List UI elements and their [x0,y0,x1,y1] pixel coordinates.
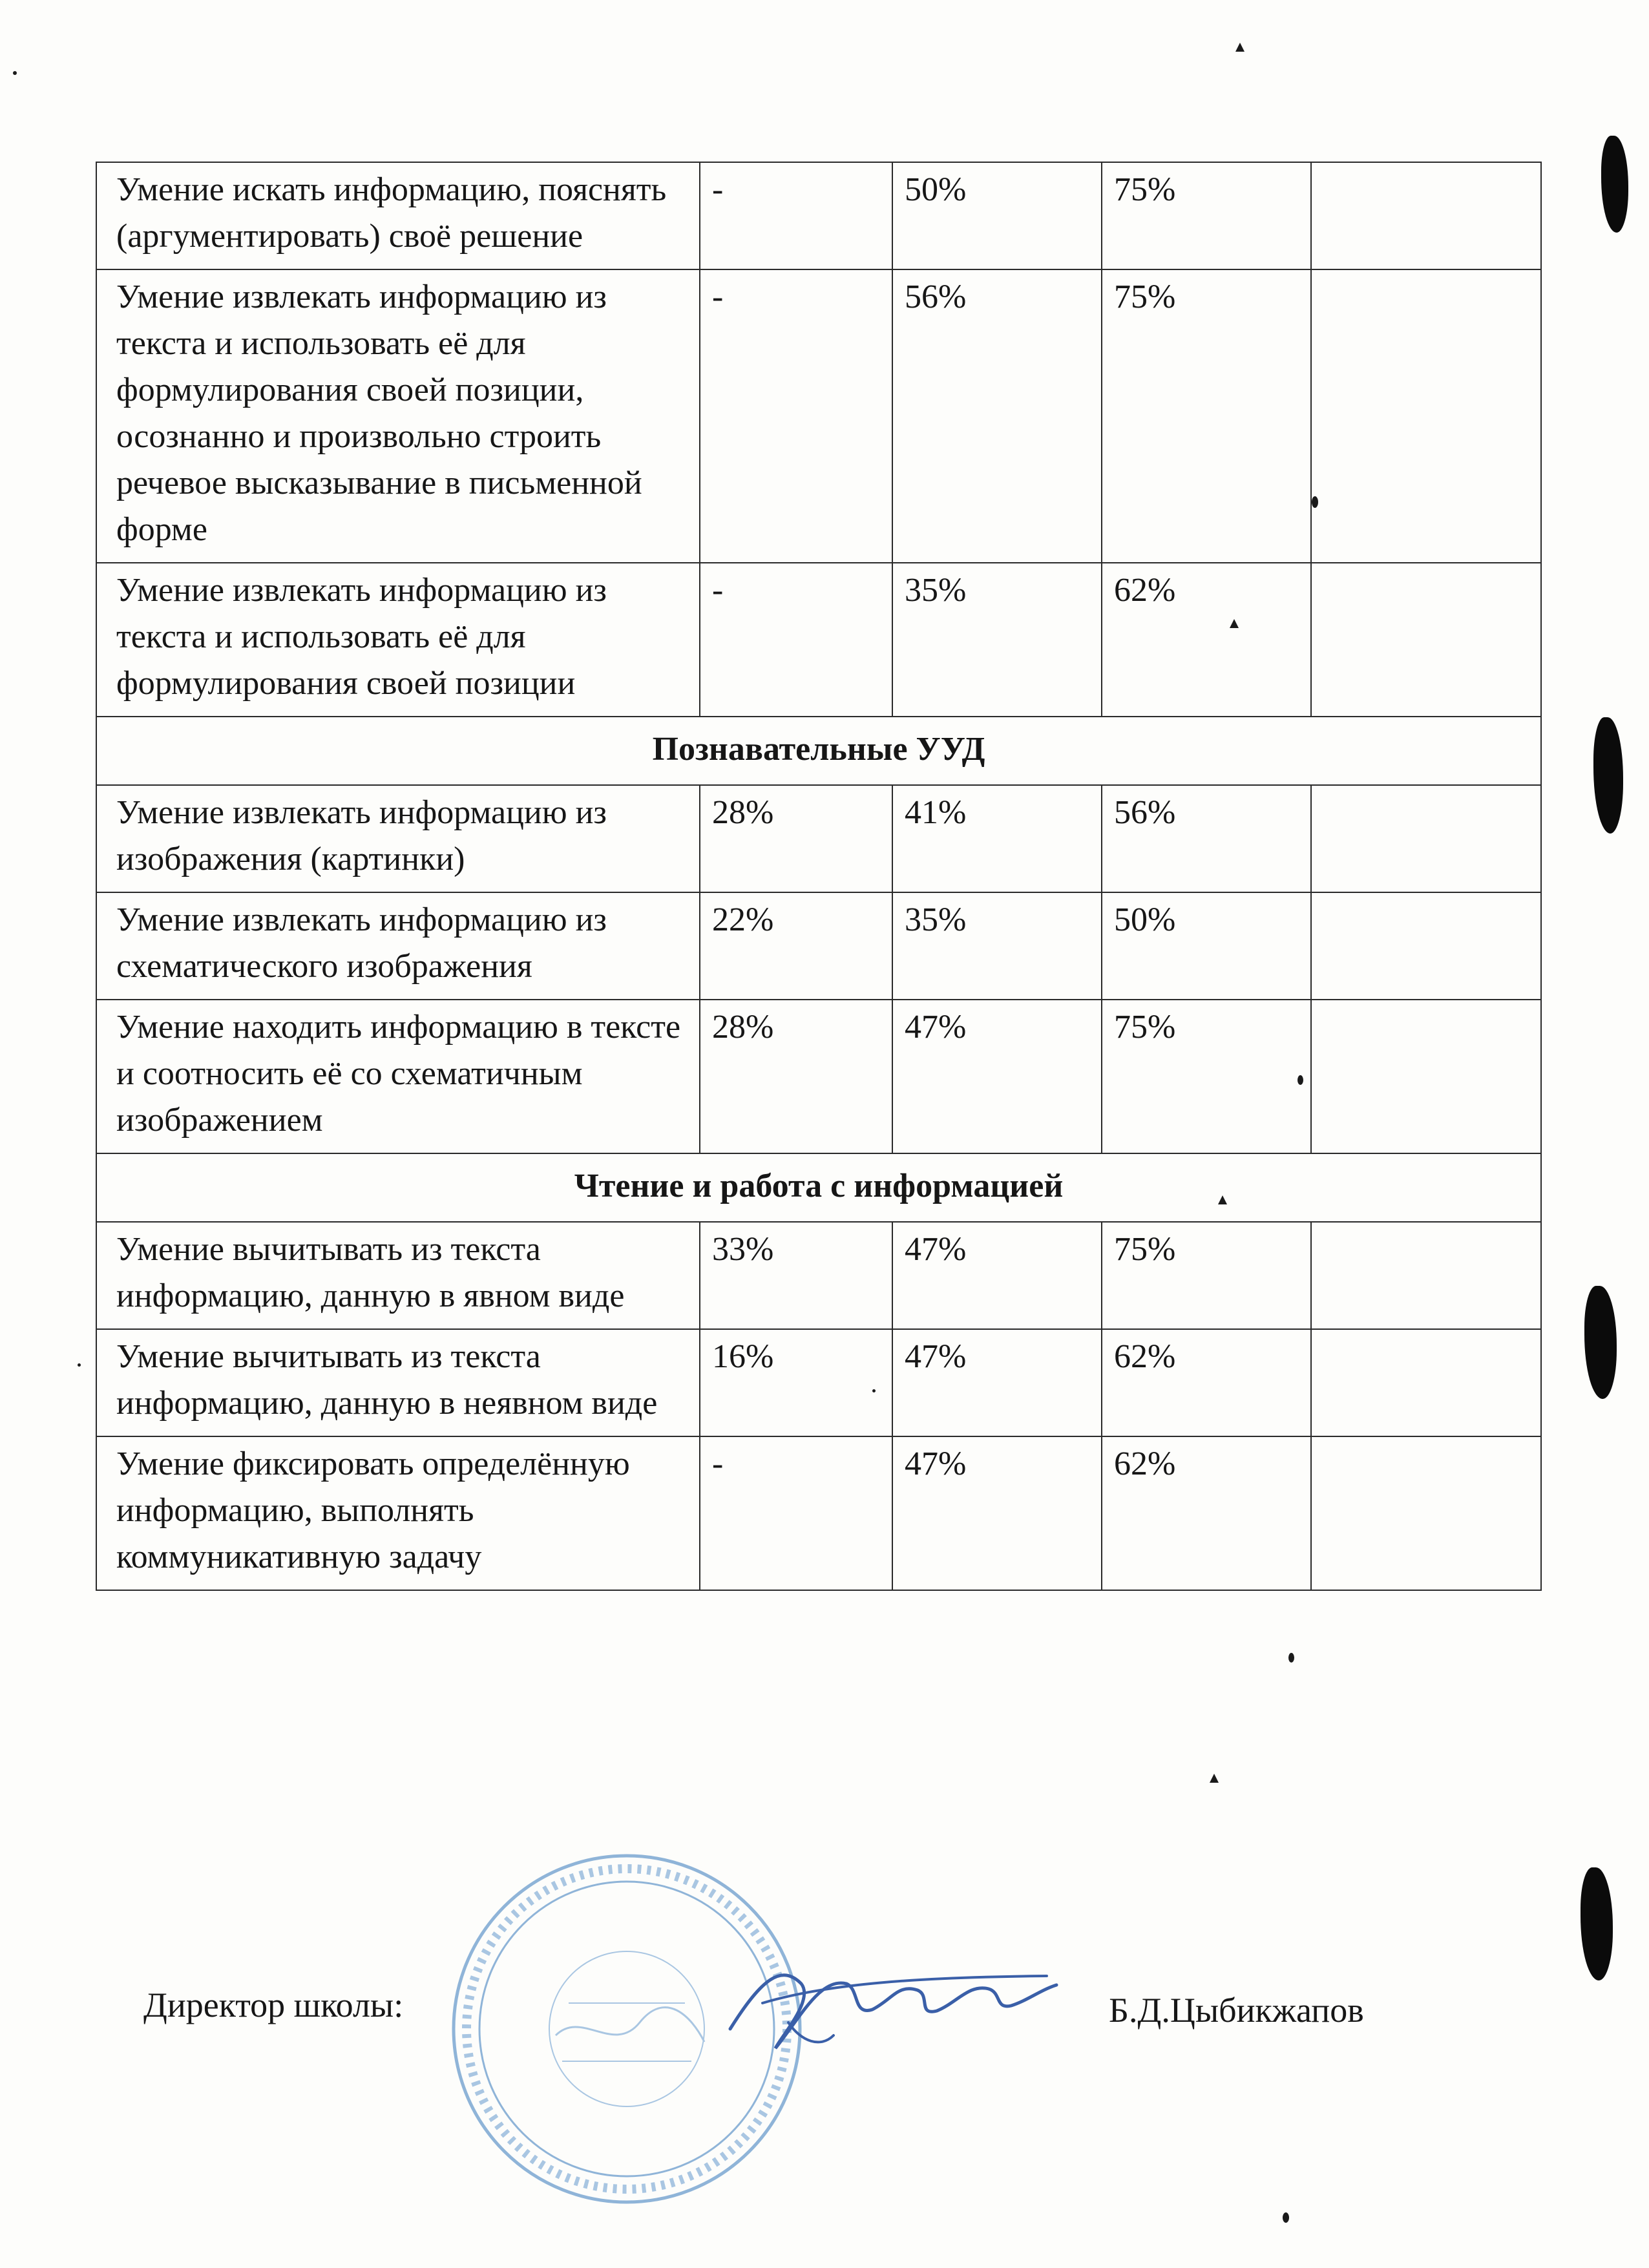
results-table [96,162,1542,1591]
skill-cell: Умение вычитывать из текста информацию, данную в неявном виде [96,1329,700,1436]
value-cell: 47% [892,1329,1102,1436]
value-cell: 50% [1102,892,1311,1000]
value-cell: 56% [892,269,1102,563]
value-cell: 62% [1102,1329,1311,1436]
value-cell [1311,162,1541,269]
speck [78,1363,81,1367]
skill-cell: Умение извлекать информацию из текста и использовать её для формулирования своей позиции [96,563,700,717]
value-cell: 33% [700,1222,892,1329]
table-row [96,892,1541,1000]
director-label: Директор школы: [143,1986,404,2024]
skill-cell: Умение извлекать информацию из текста и использовать её для формулирования своей позиции, осознанно и произвольно строить речевое высказывание в письменной форме [96,269,700,563]
section-title: Чтение и работа с информацией [96,1153,1541,1222]
punch-hole-mark [1584,1286,1617,1399]
section-title: Познавательные УУД [96,717,1541,785]
value-cell [1311,1436,1541,1590]
value-cell: 22% [700,892,892,1000]
skill-cell: Умение извлекать информацию из схематического изображения [96,892,700,1000]
value-cell [1311,563,1541,717]
value-cell: 62% [1102,1436,1311,1590]
skill-cell: Умение находить информацию в тексте и соотносить её со схематичным изображением [96,1000,700,1153]
value-cell: - [700,1436,892,1590]
value-cell: 47% [892,1000,1102,1153]
speck [1210,1774,1219,1783]
skill-cell: Умение извлекать информацию из изображения (картинки) [96,785,700,892]
skill-cell: Умение фиксировать определённую информацию, выполнять коммуникативную задачу [96,1436,700,1590]
value-cell: - [700,269,892,563]
table-row [96,1000,1541,1153]
results-table-body [96,162,1541,1590]
value-cell [1311,1329,1541,1436]
table-row [96,1436,1541,1590]
speck [13,71,17,75]
value-cell: 47% [892,1436,1102,1590]
table-row [96,269,1541,563]
value-cell: 16% [700,1329,892,1436]
director-signature [724,1938,1060,2068]
table-row [96,1329,1541,1436]
section-row [96,717,1541,785]
value-cell: 75% [1102,1222,1311,1329]
skill-cell: Умение искать информацию, пояснять (аргументировать) своё решение [96,162,700,269]
value-cell [1311,785,1541,892]
value-cell [1311,892,1541,1000]
punch-hole-mark [1593,717,1623,834]
value-cell: 28% [700,1000,892,1153]
value-cell: 62% [1102,563,1311,717]
punch-hole-mark [1581,1867,1613,1980]
table-row [96,563,1541,717]
value-cell: 35% [892,563,1102,717]
table-row [96,785,1541,892]
section-row [96,1153,1541,1222]
value-cell: - [700,563,892,717]
speck [1235,43,1245,52]
value-cell: 75% [1102,162,1311,269]
value-cell: 41% [892,785,1102,892]
value-cell: 28% [700,785,892,892]
value-cell: 75% [1102,269,1311,563]
speck [1283,2212,1289,2223]
value-cell: 56% [1102,785,1311,892]
value-cell: 75% [1102,1000,1311,1153]
table-row [96,1222,1541,1329]
punch-hole-mark [1601,136,1628,233]
table-row [96,162,1541,269]
speck [1288,1653,1294,1663]
value-cell: - [700,162,892,269]
value-cell: 47% [892,1222,1102,1329]
value-cell [1311,1222,1541,1329]
value-cell [1311,269,1541,563]
director-name: Б.Д.Цыбикжапов [1109,1991,1364,2030]
value-cell: 50% [892,162,1102,269]
skill-cell: Умение вычитывать из текста информацию, данную в явном виде [96,1222,700,1329]
value-cell [1311,1000,1541,1153]
value-cell: 35% [892,892,1102,1000]
